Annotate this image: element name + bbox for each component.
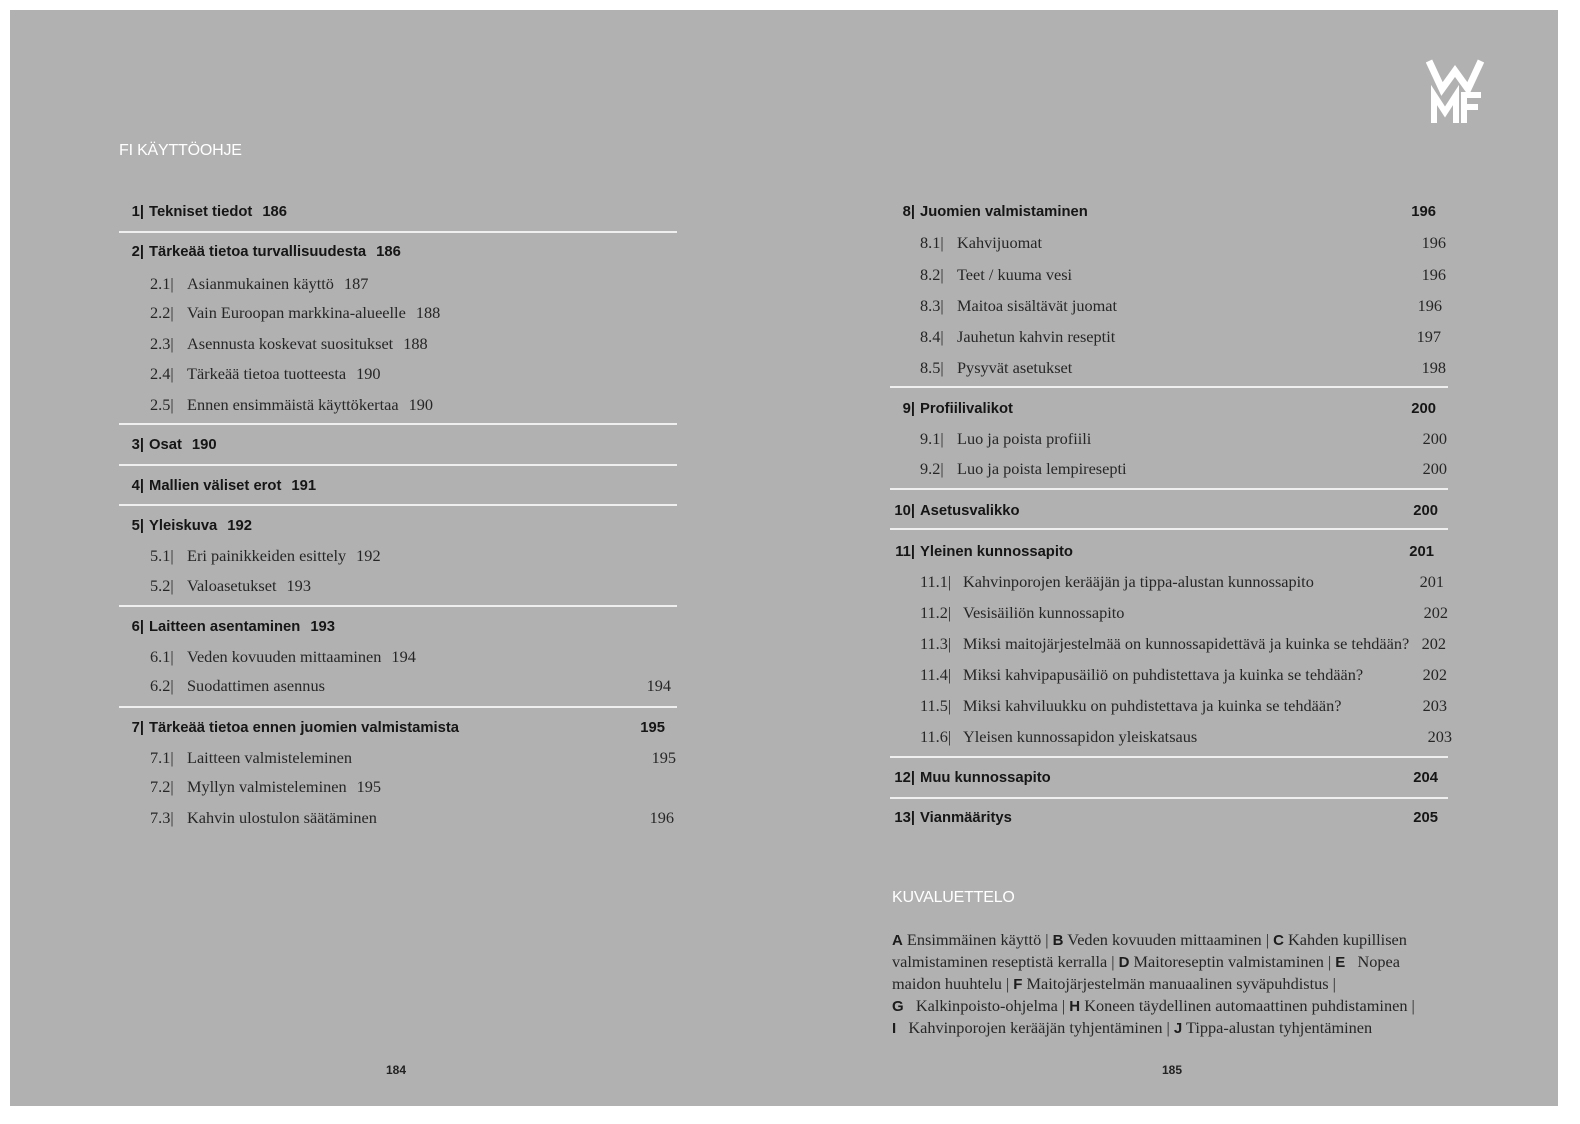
- section-number: 12|: [894, 770, 915, 786]
- figure-label: Veden kovuuden mittaaminen |: [1063, 930, 1274, 949]
- figure-list-line: [892, 951, 1400, 973]
- figure-key: E: [1335, 954, 1346, 971]
- page-number-left: 184: [385, 1063, 407, 1077]
- section-number: 4|: [131, 478, 144, 494]
- subsection-title: Vesisäiliön kunnossapito: [963, 603, 1125, 622]
- page-number: 202: [1421, 634, 1446, 653]
- page-number: 188: [403, 334, 428, 353]
- subsection-number: 8.1|: [920, 233, 944, 252]
- toc-section-13: [0, 808, 1580, 828]
- page-number: 191: [291, 478, 317, 494]
- toc-section-9: [0, 399, 1580, 419]
- subsection-title: Teet / kuuma vesi: [957, 265, 1073, 284]
- page-number: 200: [1422, 429, 1447, 448]
- page-number: 193: [310, 619, 336, 635]
- page-number-right: 185: [1161, 1063, 1183, 1077]
- page-number: 194: [391, 647, 416, 666]
- figure-key: A: [892, 932, 903, 949]
- section-title: Vianmääritys: [920, 810, 1012, 826]
- page-number: 202: [1423, 603, 1448, 622]
- page-number: 200: [1413, 503, 1438, 519]
- figure-key: J: [1173, 1020, 1183, 1037]
- page-number: 195: [651, 748, 676, 767]
- figure-label: Nopea: [1345, 952, 1401, 971]
- subsection-title: Maitoa sisältävät juomat: [957, 296, 1118, 315]
- page-number: 192: [227, 518, 252, 534]
- page-number: 195: [640, 720, 665, 736]
- divider: [890, 756, 1448, 758]
- subsection-title: Pysyvät asetukset: [957, 358, 1073, 377]
- subsection-title: Suodattimen asennus: [187, 676, 325, 695]
- page-number: 190: [408, 395, 434, 414]
- subsection-title: Valoasetukset: [187, 576, 277, 595]
- figure-key: C: [1273, 932, 1284, 949]
- toc-subsection-8-1: [0, 233, 1580, 253]
- figure-list-line: [892, 995, 1415, 1017]
- page-number: 205: [1413, 810, 1438, 826]
- section-number: 8|: [902, 204, 915, 220]
- page-number: 190: [356, 364, 381, 383]
- subsection-number: 7.2|: [150, 777, 174, 796]
- subsection-number: 8.4|: [920, 327, 944, 346]
- toc-subsection-8-5: [0, 358, 1580, 378]
- subsection-title: Miksi maitojärjestelmää on kunnossapidettävä ja kuinka se tehdään?: [963, 634, 1410, 653]
- subsection-title: Jauhetun kahvin reseptit: [957, 327, 1116, 346]
- section-title: Yleinen kunnossapito: [920, 544, 1073, 560]
- subsection-number: 2.2|: [150, 303, 174, 322]
- toc-subsection-8-4: [0, 327, 1580, 347]
- page-number: 200: [1422, 459, 1447, 478]
- section-number: 13|: [894, 810, 915, 826]
- subsection-number: 2.1|: [150, 274, 174, 293]
- subsection-number: 11.2|: [920, 603, 952, 622]
- section-number: 6|: [131, 619, 144, 635]
- figure-label: Ensimmäinen käyttö |: [902, 930, 1053, 949]
- toc-subsection-11-1: [0, 572, 1580, 592]
- section-title: Mallien väliset erot: [149, 478, 282, 494]
- divider: [890, 528, 1448, 530]
- subsection-title: Miksi kahviluukku on puhdistettava ja kuinka se tehdään?: [963, 696, 1342, 715]
- subsection-number: 8.3|: [920, 296, 944, 315]
- wmf-logo: [1426, 58, 1486, 126]
- page-number: 198: [1421, 358, 1446, 377]
- page-number: 186: [262, 204, 288, 220]
- subsection-title: Luo ja poista lempiresepti: [957, 459, 1127, 478]
- toc-subsection-9-1: [0, 429, 1580, 449]
- subsection-title: Kahvinporojen kerääjän ja tippa-alustan kunnossapito: [963, 572, 1314, 591]
- subsection-number: 11.4|: [920, 665, 952, 684]
- toc-subsection-11-3: [0, 634, 1580, 654]
- toc-subsection-11-6: [0, 727, 1580, 747]
- section-number: 1|: [131, 204, 144, 220]
- figure-label: Maitojärjestelmän manuaalinen syväpuhdistus |: [1022, 974, 1336, 993]
- subsection-title: Ennen ensimmäistä käyttökertaa: [187, 395, 399, 414]
- figure-list-line: [892, 1017, 1372, 1039]
- page-number: 190: [191, 437, 217, 453]
- subsection-title: Kahvin ulostulon säätäminen: [187, 808, 377, 827]
- section-title: Juomien valmistaminen: [920, 204, 1088, 220]
- figure-list-line: [892, 973, 1336, 995]
- section-title: Tärkeää tietoa turvallisuudesta: [149, 244, 367, 260]
- subsection-title: Yleisen kunnossapidon yleiskatsaus: [963, 727, 1198, 746]
- subsection-title: Tärkeää tietoa tuotteesta: [187, 364, 347, 383]
- subsection-title: Asennusta koskevat suositukset: [187, 334, 394, 353]
- toc-subsection-11-5: [0, 696, 1580, 716]
- figure-label: Kahden kupillisen: [1283, 930, 1407, 949]
- subsection-number: 2.3|: [150, 334, 174, 353]
- subsection-number: 9.2|: [920, 459, 944, 478]
- page-number: 201: [1409, 544, 1434, 560]
- subsection-number: 9.1|: [920, 429, 944, 448]
- toc-subsection-7-1: [0, 748, 1580, 768]
- subsection-number: 6.2|: [150, 676, 174, 695]
- page-number: 186: [376, 244, 401, 260]
- page-number: 197: [1416, 327, 1441, 346]
- page-number: 202: [1422, 665, 1447, 684]
- subsection-title: Vain Euroopan markkina-alueelle: [187, 303, 406, 322]
- divider: [890, 386, 1448, 388]
- page-number: 196: [1417, 296, 1442, 315]
- section-title: Osat: [149, 437, 182, 453]
- subsection-number: 7.1|: [150, 748, 174, 767]
- subsection-title: Veden kovuuden mittaaminen: [187, 647, 382, 666]
- subsection-title: Miksi kahvipapusäiliö on puhdistettava ja kuinka se tehdään?: [963, 665, 1364, 684]
- toc-section-10: [0, 501, 1580, 521]
- figure-label: valmistaminen reseptistä kerralla |: [892, 952, 1119, 971]
- subsection-number: 2.5|: [150, 395, 174, 414]
- figure-key: I: [892, 1020, 897, 1037]
- section-title: Tekniset tiedot: [149, 204, 253, 220]
- subsection-title: Laitteen valmisteleminen: [187, 748, 353, 767]
- page-number: 195: [356, 777, 382, 796]
- logo-letter-w: [1429, 61, 1481, 89]
- page-number: 196: [1411, 204, 1436, 220]
- page-number: 196: [1421, 233, 1446, 252]
- section-number: 7|: [131, 720, 144, 736]
- section-entry: [149, 476, 316, 496]
- section-title: Muu kunnossapito: [920, 770, 1051, 786]
- subsection-number: 8.5|: [920, 358, 944, 377]
- figure-key: B: [1052, 932, 1064, 949]
- subsection-title: Asianmukainen käyttö: [187, 274, 334, 293]
- toc-section-8: [0, 202, 1580, 222]
- figure-label: Tippa-alustan tyhjentäminen: [1182, 1018, 1373, 1037]
- subsection-number: 11.5|: [920, 696, 952, 715]
- toc-section-12: [0, 768, 1580, 788]
- subsection-title: Eri painikkeiden esittely: [187, 546, 347, 565]
- page-number: 196: [649, 808, 674, 827]
- section-title: Yleiskuva: [149, 518, 218, 534]
- section-title: Asetusvalikko: [920, 503, 1020, 519]
- page-number: 203: [1427, 727, 1452, 746]
- figure-key: H: [1069, 998, 1081, 1015]
- section-number: 5|: [131, 518, 144, 534]
- subsection-number: 5.2|: [150, 576, 174, 595]
- page-number: 201: [1419, 572, 1444, 591]
- toc-subsection-11-4: [0, 665, 1580, 685]
- section-number: 9|: [902, 401, 915, 417]
- figure-key: G: [892, 998, 904, 1015]
- manual-heading: FI KÄYTTÖOHJE: [119, 142, 242, 159]
- divider: [890, 488, 1448, 490]
- subsection-number: 8.2|: [920, 265, 944, 284]
- toc-subsection-8-3: [0, 296, 1580, 316]
- section-number: 11|: [895, 544, 915, 560]
- figure-key: F: [1013, 976, 1023, 993]
- divider: [119, 423, 677, 425]
- subsection-number: 11.3|: [920, 634, 952, 653]
- subsection-number: 2.4|: [150, 364, 174, 383]
- page-number: 200: [1411, 401, 1436, 417]
- page-number: 204: [1413, 770, 1438, 786]
- subsection-number: 11.6|: [920, 727, 952, 746]
- figure-label: Koneen täydellinen automaattinen puhdistaminen |: [1080, 996, 1415, 1015]
- logo-letter-m: [1434, 95, 1456, 123]
- toc-section-11: [0, 542, 1580, 562]
- figure-list-heading: KUVALUETTELO: [892, 889, 1015, 906]
- toc-subsection-9-2: [0, 459, 1580, 479]
- section-number: 3|: [131, 437, 144, 453]
- section-title: Profiilivalikot: [920, 401, 1013, 417]
- subsection-number: 11.1|: [920, 572, 952, 591]
- figure-label: Kahvinporojen kerääjän tyhjentäminen |: [896, 1018, 1174, 1037]
- toc-subsection-11-2: [0, 603, 1580, 623]
- section-number: 10|: [894, 503, 915, 519]
- subsection-title: Myllyn valmisteleminen: [187, 777, 347, 796]
- figure-key: D: [1118, 954, 1130, 971]
- section-number: 2|: [131, 244, 144, 260]
- subsection-number: 5.1|: [150, 546, 174, 565]
- subsection-title: Luo ja poista profiili: [957, 429, 1092, 448]
- page-number: 193: [286, 576, 311, 595]
- logo-letter-f: [1464, 95, 1481, 123]
- figure-list-line: [892, 929, 1407, 951]
- subsection-title: Kahvijuomat: [957, 233, 1043, 252]
- page-number: 203: [1422, 696, 1447, 715]
- section-title: Tärkeää tietoa ennen juomien valmistamista: [149, 720, 460, 736]
- page-number: 192: [356, 546, 381, 565]
- page-number: 188: [415, 303, 441, 322]
- toc-subsection-8-2: [0, 265, 1580, 285]
- page-number: 187: [343, 274, 369, 293]
- subsection-number: 7.3|: [150, 808, 174, 827]
- divider: [890, 797, 1448, 799]
- figure-label: maidon huuhtelu |: [892, 974, 1014, 993]
- toc-section-4: [0, 476, 1580, 496]
- subsection-number: 6.1|: [150, 647, 174, 666]
- page-number: 196: [1421, 265, 1446, 284]
- figure-label: Maitoreseptin valmistaminen |: [1129, 952, 1336, 971]
- section-title: Laitteen asentaminen: [149, 619, 301, 635]
- page-number: 194: [646, 676, 671, 695]
- figure-label: Kalkinpoisto-ohjelma |: [903, 996, 1070, 1015]
